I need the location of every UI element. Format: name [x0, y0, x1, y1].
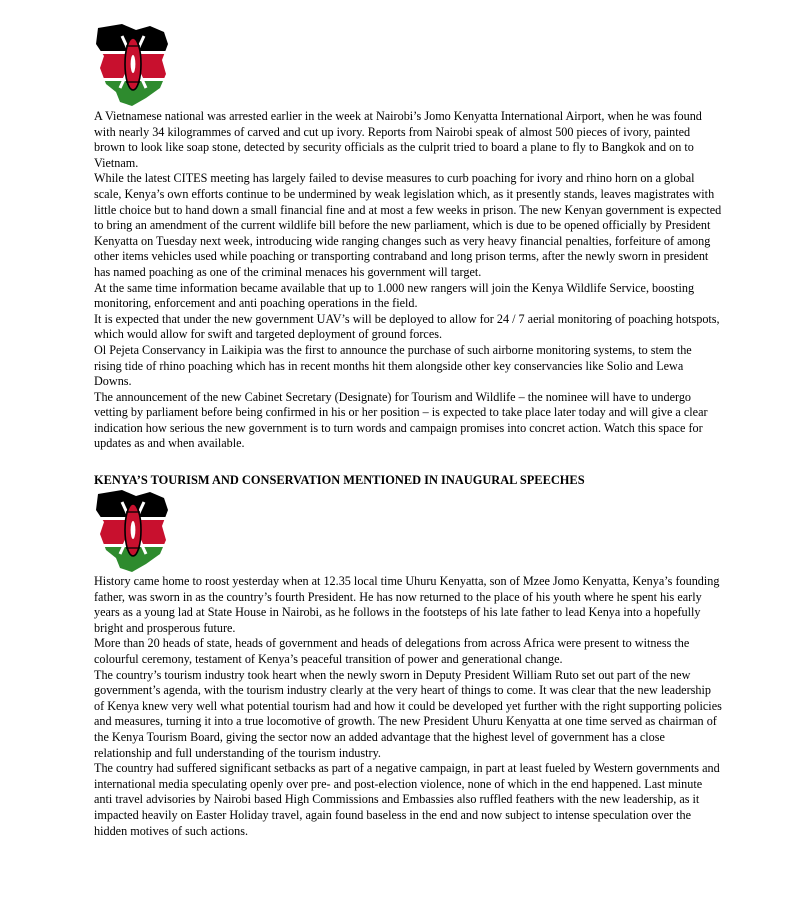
kenya-map-flag-graphic	[92, 488, 174, 574]
article-1-paragraph: The announcement of the new Cabinet Secretary (Designate) for Tourism and Wildlife – the nominee will have to undergo vetting by parliament before being confirmed in his or her position – is expected to take place later today and will give a clear indication how serious the new government is to turn words and campaign promises into concret action. Watch this space for updates as and when available.	[94, 389, 708, 451]
article-2-paragraph: History came home to roost yesterday when at 12.35 local time Uhuru Kenyatta, son of Mzee Jomo Kenyatta, Kenya’s founding father, was sworn in as the country’s fourth President. He has now returned to the place of his youth where he spent his early years as a young lad at State House in Nairobi, as he follows in the footsteps of his late father to lead Kenya into a hopefully bright and prosperous future.	[94, 574, 720, 635]
article-1-paragraph: Ol Pejeta Conservancy in Laikipia was the first to announce the purchase of such airborne monitoring systems, to stem the rising tide of rhino poaching which has in recent months hit them alongside other key conservancies like Solio and Lewa Downs.	[94, 342, 692, 389]
kenya-map-flag-icon	[92, 488, 174, 574]
article-1-paragraph: At the same time information became available that up to 1.000 new rangers will join the Kenya Wildlife Service, boosting monitoring, enforcement and anti poaching operations in the field.	[94, 280, 695, 311]
article-2-paragraph: More than 20 heads of state, heads of government and heads of delegations from across Africa were present to witness the colourful ceremony, testament of Kenya’s peaceful transition of power and generational change.	[94, 636, 690, 666]
article-2-body	[94, 574, 722, 839]
article-1-paragraph: A Vietnamese national was arrested earlier in the week at Nairobi’s Jomo Kenyatta International Airport, when he was found with nearly 34 kilogrammes of carved and cut up ivory. Reports from Nairobi speak of almost 500 pieces of ivory, painted brown to look like soap stone, detected by security officials as the culprit tried to board a plane to fly to Bangkok and on to Vietnam.	[94, 109, 702, 170]
article-2-heading: KENYA’S TOURISM AND CONSERVATION MENTIONED IN INAUGURAL SPEECHES	[94, 473, 585, 487]
article-2-paragraph: The country’s tourism industry took heart when the newly sworn in Deputy President William Ruto set out part of the new government’s agenda, with the tourism industry clearly at the very heart of things to come. It was clear that the new leadership of Kenya knew very well what potential tourism had and how it could be developed yet further with the right supporting policies and measures, turning it into a true locomotive of growth. The new President Uhuru Kenyatta at one time served as chairman of the Kenya Tourism Board, giving the sector now an added advantage that the highest level of government has a close relationship and full understanding of the tourism industry.	[94, 667, 722, 760]
kenya-map-flag-graphic	[92, 22, 174, 108]
article-2-paragraph: The country had suffered significant setbacks as part of a negative campaign, in part at least fueled by Western governments and international media speculating openly over pre- and post-election violence, none of which in the end happened. Last minute anti travel advisories by Nairobi based High Commissions and Embassies also ruffled feathers with the new leadership, as it impacted heavily on Easter Holiday travel, again found baseless in the end and now subject to intense speculation over the hidden motives of such actions.	[94, 761, 720, 838]
article-1-paragraph: While the latest CITES meeting has largely failed to devise measures to curb poaching for ivory and rhino horn on a global scale, Kenya’s own efforts continue to be undermined by weak legislation which, as it presently stands, leaves magistrates with little choice but to hand down a small financial fine and at most a few weeks in prison. The new Kenyan government is expected to bring an amendment of the current wildlife bill before the new parliament, which is due to be opened officially by President Kenyatta on Tuesday next week, introducing wide ranging changes such as very heavy financial penalties, forfeiture of among other items vehicles used while poaching or transporting contraband and long prison terms, after the newly sworn in president has named poaching as one of the criminal menaces his government will target.	[94, 171, 722, 279]
article-1-body	[94, 109, 722, 452]
kenya-map-flag-icon	[92, 22, 174, 108]
article-1-paragraph: It is expected that under the new government UAV’s will be deployed to allow for 24 / 7 aerial monitoring of poaching hotspots, which would allow for swift and targeted deployment of ground forces.	[94, 311, 720, 342]
